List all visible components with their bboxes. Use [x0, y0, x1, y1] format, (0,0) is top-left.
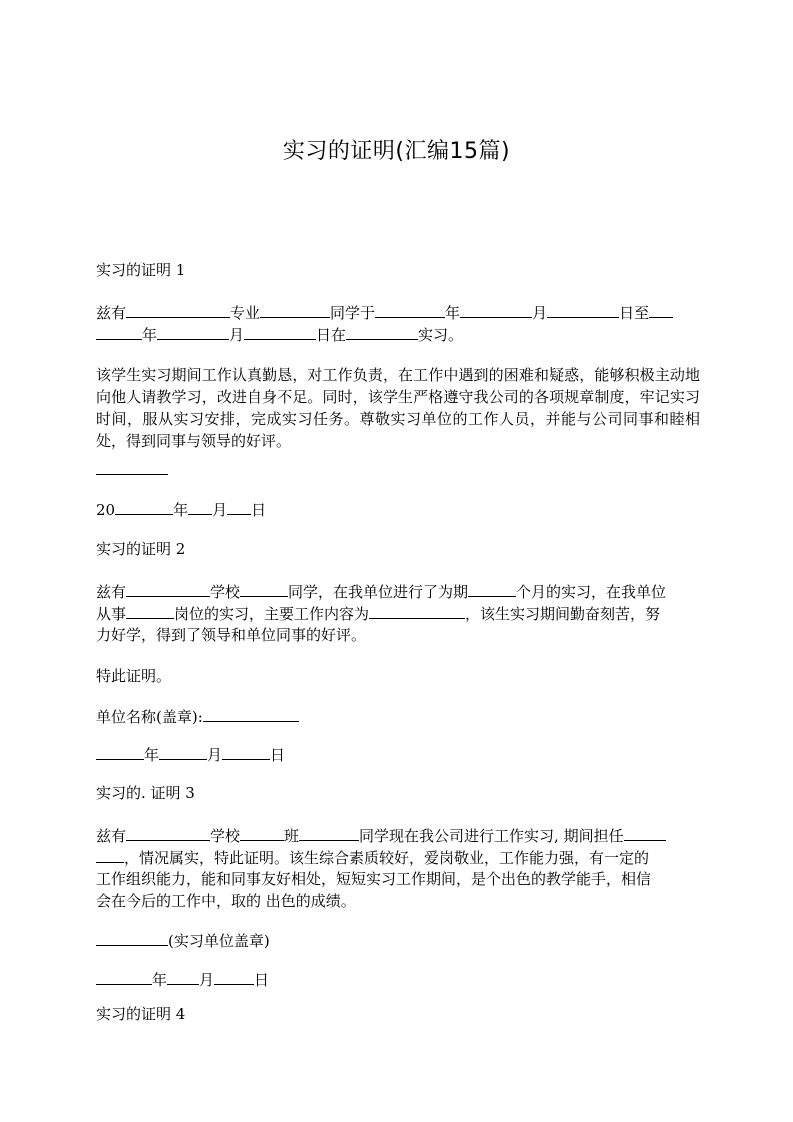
- blank-day[interactable]: [222, 743, 270, 760]
- section-2-line-3: 力好学，得到了领导和单位同事的好评。: [96, 626, 367, 644]
- text: 专业: [230, 304, 261, 322]
- text: 年: [142, 326, 158, 344]
- text: 学校: [210, 827, 241, 845]
- section-1-paragraph: 该学生实习期间工作认真勤恳，对工作负责，在工作中遇到的困难和疑惑，能够积极主动地向他人请教学习，改进自身不足。同时，该学生严格遵守我公司的各项规章制度，牢记实习时间，服从实习安排，完成实习任务。尊敬实习单位的工作人员，并能与公司同事和睦相处，得到同事与领导的好评。: [96, 366, 700, 450]
- text: 日: [270, 746, 286, 764]
- text: 月: [207, 746, 223, 764]
- document-title: 实习的证明(汇编15篇): [282, 139, 511, 164]
- blank-school[interactable]: [240, 580, 288, 597]
- blank-month[interactable]: [159, 743, 207, 760]
- blank-year[interactable]: [96, 968, 152, 985]
- blank-student[interactable]: [126, 824, 210, 841]
- section-1-date: [96, 498, 700, 521]
- text: 兹有: [96, 827, 127, 845]
- text: 岗位的实习，主要工作内容为: [174, 605, 370, 623]
- blank-end-year-b[interactable]: [96, 323, 142, 340]
- section-1-fill-line-1: [96, 301, 700, 324]
- section-3-line-1: [96, 824, 700, 847]
- section-3-line-4: 会在今后的工作中，取的 出色的成绩。: [96, 892, 356, 910]
- text: 兹有: [96, 304, 127, 322]
- text: 月: [532, 304, 548, 322]
- blank-company[interactable]: [346, 323, 418, 340]
- section-1-fill-line-2: [96, 323, 700, 346]
- blank-months[interactable]: [468, 580, 516, 597]
- text: 年: [173, 501, 189, 519]
- blank-school[interactable]: [240, 824, 284, 841]
- blank-end-year-a[interactable]: [649, 301, 673, 318]
- section-1-heading: 实习的证明 1: [96, 261, 186, 279]
- blank-end-day[interactable]: [244, 323, 316, 340]
- blank-major[interactable]: [260, 301, 330, 318]
- section-2-date: [96, 743, 700, 766]
- text: 月: [229, 326, 245, 344]
- section-3-date: [96, 968, 700, 991]
- section-2-line-2: [96, 602, 700, 625]
- section-3-stamp: [96, 929, 700, 952]
- section-2-unit-name: [96, 705, 700, 728]
- blank-signature[interactable]: [96, 458, 168, 475]
- section-1-signature-line: [96, 458, 700, 481]
- section-3-line-3: 工作组织能力，能和同事友好相处，短短实习工作期间，是个出色的教学能手，相信: [96, 870, 652, 888]
- blank-unit-name[interactable]: [203, 705, 299, 722]
- blank-month[interactable]: [188, 498, 212, 515]
- blank-year[interactable]: [96, 743, 144, 760]
- section-2-line-1: [96, 580, 700, 603]
- blank-role-b[interactable]: [96, 846, 124, 863]
- blank-month[interactable]: [167, 968, 199, 985]
- text: 年: [152, 971, 168, 989]
- blank-year[interactable]: [115, 498, 173, 515]
- blank-work-content[interactable]: [369, 602, 465, 619]
- blank-role-a[interactable]: [624, 824, 666, 841]
- text: 实习。: [418, 326, 464, 344]
- text: 日在: [316, 326, 347, 344]
- text: 从事: [96, 605, 127, 623]
- text: 同学，在我单位进行了为期: [288, 583, 469, 601]
- text: 年: [445, 304, 461, 322]
- text: ，情况属实，特此证明。该生综合素质较好，爱岗敬业，工作能力强，有一定的: [124, 849, 650, 867]
- section-3-heading: 实习的. 证明 3: [96, 784, 195, 802]
- text: 班: [284, 827, 300, 845]
- blank-position[interactable]: [126, 602, 174, 619]
- blank-start-day[interactable]: [547, 301, 619, 318]
- text: 兹有: [96, 583, 127, 601]
- text: 日至: [619, 304, 650, 322]
- text: 同学现在我公司进行工作实习, 期间担任: [359, 827, 624, 845]
- blank-start-month[interactable]: [460, 301, 532, 318]
- section-4-heading: 实习的证明 4: [96, 1005, 186, 1023]
- blank-day[interactable]: [214, 968, 254, 985]
- blank-end-month[interactable]: [157, 323, 229, 340]
- section-2-certify: 特此证明。: [96, 667, 172, 685]
- blank-start-year[interactable]: [375, 301, 445, 318]
- section-2-heading: 实习的证明 2: [96, 540, 186, 558]
- section-3-line-2: [96, 846, 700, 869]
- text: 年: [144, 746, 160, 764]
- text: 20: [96, 501, 116, 519]
- blank-stamp[interactable]: [96, 929, 168, 946]
- text: 单位名称(盖章):: [96, 708, 203, 726]
- text: 个月的实习，在我单位: [516, 583, 667, 601]
- text: 日: [254, 971, 270, 989]
- text: ，该生实习期间勤奋刻苦，努: [465, 605, 661, 623]
- blank-name[interactable]: [126, 301, 230, 318]
- text: (实习单位盖章): [168, 932, 270, 950]
- text: 同学于: [330, 304, 376, 322]
- text: 日: [251, 501, 267, 519]
- blank-day[interactable]: [227, 498, 251, 515]
- text: 学校: [210, 583, 241, 601]
- blank-class[interactable]: [299, 824, 359, 841]
- text: 月: [212, 501, 228, 519]
- blank-student[interactable]: [126, 580, 210, 597]
- text: 月: [199, 971, 215, 989]
